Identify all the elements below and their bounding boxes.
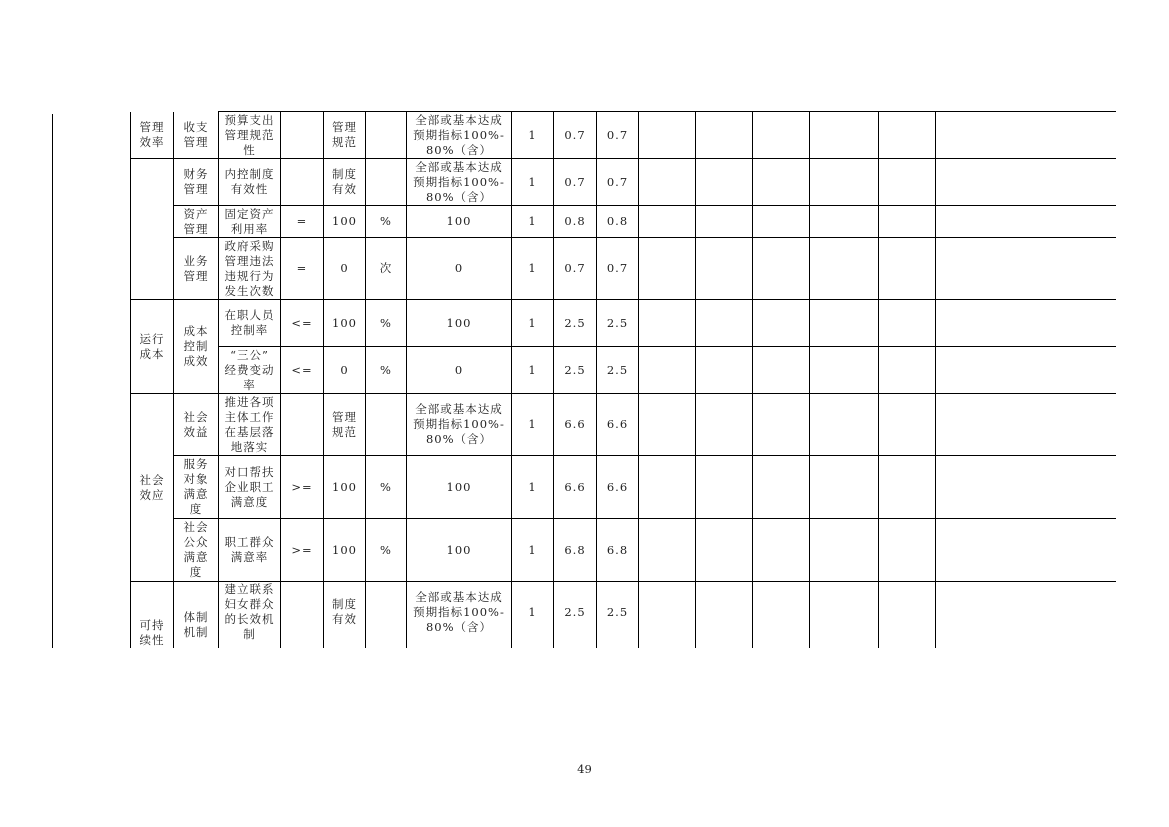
actual-value: 0 xyxy=(454,362,464,377)
empty-cell xyxy=(639,456,696,519)
operator-cell: <= xyxy=(281,347,324,394)
target-value: 管理 规范 xyxy=(332,409,357,439)
indicator-cell xyxy=(219,519,281,582)
empty-cell xyxy=(696,206,753,238)
table-row xyxy=(131,456,1117,519)
empty-cell xyxy=(936,394,1117,456)
score-cell: 6.8 xyxy=(597,519,639,582)
empty-cell xyxy=(879,238,936,300)
target-value-cell xyxy=(324,238,366,300)
subgroup-label: 资产 管理 xyxy=(183,206,209,236)
empty-cell xyxy=(753,300,810,347)
empty-cell xyxy=(753,206,810,238)
empty-cell xyxy=(639,519,696,582)
group-cell xyxy=(131,394,174,582)
subgroup-cell xyxy=(174,519,219,582)
operator-cell: = xyxy=(281,206,324,238)
actual-value-cell xyxy=(407,300,512,347)
subgroup-label: 财务 管理 xyxy=(183,167,209,196)
empty-cell xyxy=(810,519,879,582)
group-cell xyxy=(131,112,174,159)
target-value-cell xyxy=(324,582,366,649)
empty-cell xyxy=(810,159,879,206)
empty-cell xyxy=(810,456,879,519)
score-cell: 0.7 xyxy=(554,238,597,300)
group-cell xyxy=(131,238,174,300)
empty-cell xyxy=(936,347,1117,394)
empty-cell xyxy=(936,300,1117,347)
target-value-cell xyxy=(324,519,366,582)
score-cell: 0.7 xyxy=(597,238,639,300)
target-value-cell xyxy=(324,112,366,159)
empty-cell xyxy=(810,300,879,347)
empty-cell xyxy=(696,394,753,456)
actual-value: 全部或基本达成 预期指标100%- 80%（含） xyxy=(413,112,505,157)
empty-cell xyxy=(639,238,696,300)
empty-cell xyxy=(810,347,879,394)
actual-value-cell xyxy=(407,582,512,649)
empty-cell xyxy=(810,238,879,300)
actual-value: 100 xyxy=(446,315,472,330)
subgroup-label: 体制 机制 xyxy=(183,610,209,639)
empty-cell xyxy=(753,456,810,519)
empty-cell xyxy=(936,582,1117,649)
indicator-cell xyxy=(219,206,281,238)
actual-value: 100 xyxy=(446,214,472,228)
empty-cell xyxy=(696,519,753,582)
actual-value-cell xyxy=(407,347,512,394)
target-value: 100 xyxy=(332,214,357,228)
target-value-cell xyxy=(324,300,366,347)
target-value: 100 xyxy=(332,479,357,494)
empty-cell xyxy=(810,394,879,456)
empty-cell xyxy=(753,519,810,582)
operator-cell: = xyxy=(281,238,324,300)
table-row xyxy=(131,582,1117,649)
indicator-label: “三公” 经费变动 率 xyxy=(224,347,275,392)
unit-cell xyxy=(366,112,407,159)
score-cell: 0.7 xyxy=(597,159,639,206)
target-value-cell xyxy=(324,456,366,519)
subgroup-label: 社会 公众 满意 度 xyxy=(183,520,209,579)
table-row xyxy=(131,300,1117,347)
empty-cell xyxy=(753,238,810,300)
empty-cell xyxy=(936,112,1117,159)
indicator-cell xyxy=(219,238,281,300)
page-number: 49 xyxy=(577,762,592,776)
score-cell: 0.8 xyxy=(597,206,639,238)
subgroup-cell xyxy=(174,456,219,519)
indicator-cell xyxy=(219,456,281,519)
empty-cell xyxy=(879,456,936,519)
empty-cell xyxy=(639,347,696,394)
empty-cell xyxy=(936,519,1117,582)
group-cell xyxy=(131,582,174,649)
score-cell: 2.5 xyxy=(597,347,639,394)
indicator-label: 建立联系 妇女群众 的长效机 制 xyxy=(224,582,275,641)
operator-cell: >= xyxy=(281,519,324,582)
table-row xyxy=(131,394,1117,456)
indicator-label: 对口帮扶 企业职工 满意度 xyxy=(224,464,275,509)
empty-cell xyxy=(879,300,936,347)
operator-cell xyxy=(281,394,324,456)
empty-cell xyxy=(639,112,696,159)
empty-cell xyxy=(696,238,753,300)
weight-cell: 1 xyxy=(512,519,554,582)
target-value-cell xyxy=(324,159,366,206)
empty-cell xyxy=(936,456,1117,519)
weight-cell: 1 xyxy=(512,394,554,456)
empty-cell xyxy=(639,582,696,649)
weight-cell: 1 xyxy=(512,238,554,300)
empty-cell xyxy=(879,394,936,456)
score-cell: 2.5 xyxy=(554,347,597,394)
actual-value: 0 xyxy=(454,261,464,275)
target-value-cell xyxy=(324,347,366,394)
unit-cell: % xyxy=(366,300,407,347)
weight-cell: 1 xyxy=(512,206,554,238)
subgroup-cell xyxy=(174,206,219,238)
table-row xyxy=(131,347,1117,394)
target-value: 制度 有效 xyxy=(332,597,357,626)
group-label: 运行 成本 xyxy=(139,331,165,361)
score-cell: 0.7 xyxy=(554,159,597,206)
subgroup-label: 收支 管理 xyxy=(183,119,209,149)
score-cell: 2.5 xyxy=(554,582,597,649)
unit-cell xyxy=(366,159,407,206)
operator-cell xyxy=(281,159,324,206)
empty-cell xyxy=(810,206,879,238)
table-row xyxy=(131,519,1117,582)
performance-evaluation-table xyxy=(130,111,1116,648)
empty-cell xyxy=(753,582,810,649)
subgroup-cell xyxy=(174,238,219,300)
weight-cell: 1 xyxy=(512,112,554,159)
operator-cell: >= xyxy=(281,456,324,519)
indicator-cell xyxy=(219,112,281,159)
target-value: 100 xyxy=(332,315,357,330)
indicator-label: 固定资产 利用率 xyxy=(224,206,275,236)
indicator-label: 在职人员 控制率 xyxy=(224,308,275,337)
empty-cell xyxy=(639,394,696,456)
score-cell: 2.5 xyxy=(597,582,639,649)
indicator-cell xyxy=(219,159,281,206)
group-label: 社会 效应 xyxy=(139,472,165,502)
empty-cell xyxy=(879,347,936,394)
group-cell xyxy=(131,159,174,206)
empty-cell xyxy=(696,347,753,394)
weight-cell: 1 xyxy=(512,300,554,347)
score-cell: 6.6 xyxy=(597,394,639,456)
indicator-label: 内控制度 有效性 xyxy=(224,167,275,196)
operator-cell xyxy=(281,582,324,649)
subgroup-cell xyxy=(174,300,219,394)
operator-cell xyxy=(281,112,324,159)
subgroup-cell xyxy=(174,159,219,206)
target-value-cell xyxy=(324,206,366,238)
table-row xyxy=(131,238,1117,300)
unit-cell: % xyxy=(366,347,407,394)
empty-cell xyxy=(753,159,810,206)
subgroup-label: 业务 管理 xyxy=(183,253,209,283)
indicator-cell xyxy=(219,347,281,394)
unit-cell xyxy=(366,582,407,649)
operator-cell: <= xyxy=(281,300,324,347)
group-cell xyxy=(131,206,174,238)
empty-cell xyxy=(696,582,753,649)
actual-value-cell xyxy=(407,112,512,159)
table-row xyxy=(131,206,1117,238)
score-cell: 6.6 xyxy=(554,456,597,519)
actual-value-cell xyxy=(407,394,512,456)
target-value: 管理 规范 xyxy=(332,120,357,149)
empty-cell xyxy=(696,300,753,347)
target-value-cell xyxy=(324,394,366,456)
empty-cell xyxy=(696,456,753,519)
empty-cell xyxy=(639,206,696,238)
score-cell: 0.7 xyxy=(597,112,639,159)
indicator-cell xyxy=(219,394,281,456)
group-label: 管理 效率 xyxy=(139,119,165,149)
left-margin-rule xyxy=(52,114,53,648)
empty-cell xyxy=(879,206,936,238)
actual-value-cell xyxy=(407,159,512,206)
table-viewport xyxy=(130,111,1116,648)
group-label: 可持 续性 xyxy=(139,618,165,647)
group-cell xyxy=(131,300,174,394)
subgroup-label: 成本 控制 成效 xyxy=(183,324,209,368)
indicator-cell xyxy=(219,300,281,347)
unit-cell xyxy=(366,394,407,456)
empty-cell xyxy=(696,112,753,159)
empty-cell xyxy=(936,238,1117,300)
empty-cell xyxy=(639,159,696,206)
empty-cell xyxy=(810,112,879,159)
subgroup-cell xyxy=(174,112,219,159)
empty-cell xyxy=(936,159,1117,206)
score-cell: 6.8 xyxy=(554,519,597,582)
actual-value-cell xyxy=(407,456,512,519)
score-cell: 0.7 xyxy=(554,112,597,159)
target-value: 100 xyxy=(332,542,357,557)
weight-cell: 1 xyxy=(512,582,554,649)
empty-cell xyxy=(879,519,936,582)
weight-cell: 1 xyxy=(512,347,554,394)
weight-cell: 1 xyxy=(512,159,554,206)
indicator-label: 预算支出 管理规范 性 xyxy=(224,112,275,157)
score-cell: 6.6 xyxy=(554,394,597,456)
actual-value: 全部或基本达成 预期指标100%- 80%（含） xyxy=(413,159,505,204)
empty-cell xyxy=(810,582,879,649)
actual-value-cell xyxy=(407,206,512,238)
unit-cell: % xyxy=(366,456,407,519)
target-value: 制度 有效 xyxy=(332,167,357,196)
unit-cell: % xyxy=(366,206,407,238)
indicator-cell xyxy=(219,582,281,649)
subgroup-cell xyxy=(174,394,219,456)
actual-value: 100 xyxy=(446,542,472,557)
empty-cell xyxy=(696,159,753,206)
score-cell: 2.5 xyxy=(554,300,597,347)
empty-cell xyxy=(753,112,810,159)
table-row xyxy=(131,159,1117,206)
indicator-label: 政府采购 管理违法 违规行为 发生次数 xyxy=(224,238,275,298)
score-cell: 2.5 xyxy=(597,300,639,347)
subgroup-label: 服务 对象 满意 度 xyxy=(183,457,209,516)
target-value: 0 xyxy=(340,261,349,275)
score-cell: 0.8 xyxy=(554,206,597,238)
score-cell: 6.6 xyxy=(597,456,639,519)
target-value: 0 xyxy=(340,362,349,377)
subgroup-cell xyxy=(174,582,219,649)
empty-cell xyxy=(879,159,936,206)
empty-cell xyxy=(753,394,810,456)
unit-cell: 次 xyxy=(366,238,407,300)
actual-value-cell xyxy=(407,519,512,582)
unit-cell: % xyxy=(366,519,407,582)
actual-value: 全部或基本达成 预期指标100%- 80%（含） xyxy=(413,590,505,634)
actual-value-cell xyxy=(407,238,512,300)
weight-cell: 1 xyxy=(512,456,554,519)
indicator-label: 推进各项 主体工作 在基层落 地落实 xyxy=(224,394,275,454)
empty-cell xyxy=(639,300,696,347)
empty-cell xyxy=(879,112,936,159)
empty-cell xyxy=(936,206,1117,238)
actual-value: 100 xyxy=(446,479,472,494)
empty-cell xyxy=(879,582,936,649)
subgroup-label: 社会 效益 xyxy=(183,409,209,439)
indicator-label: 职工群众 满意率 xyxy=(224,535,275,564)
table-row xyxy=(131,112,1117,159)
empty-cell xyxy=(753,347,810,394)
actual-value: 全部或基本达成 预期指标100%- 80%（含） xyxy=(413,402,505,446)
